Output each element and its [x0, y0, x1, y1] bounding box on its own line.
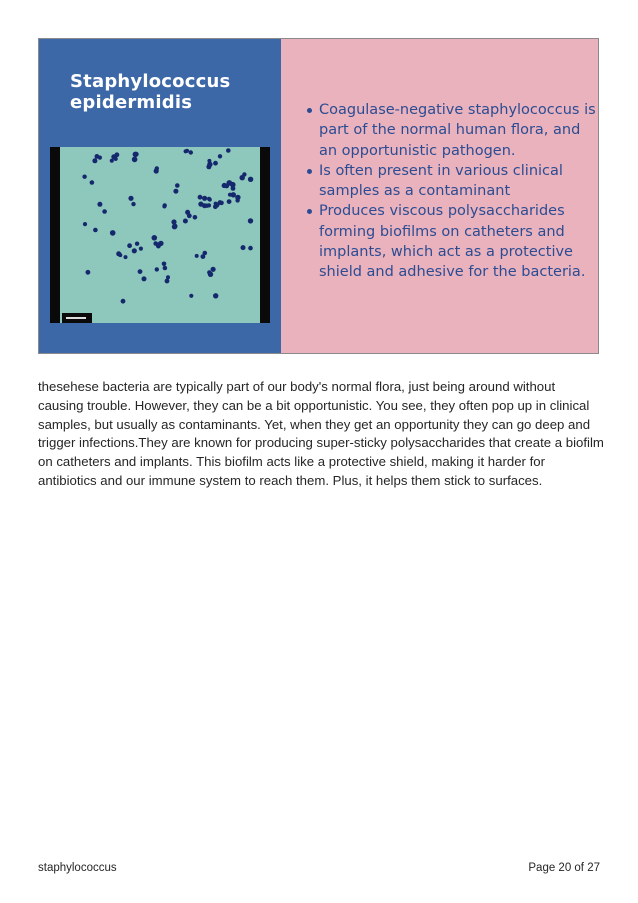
coccus-cell: [121, 299, 126, 304]
scale-bar: [66, 317, 86, 319]
coccus-cell: [183, 219, 188, 224]
slide-panel: [38, 38, 599, 354]
coccus-cell: [211, 267, 216, 272]
coccus-cell: [83, 222, 87, 226]
coccus-cell: [152, 235, 158, 241]
coccus-cell: [248, 177, 253, 182]
coccus-cell: [163, 266, 168, 271]
coccus-cell: [115, 152, 120, 157]
coccus-cell: [135, 242, 139, 246]
footer-doc-title: staphylococcus: [38, 862, 117, 874]
micrograph-svg: [50, 147, 270, 323]
coccus-cell: [116, 251, 121, 256]
slide-title: [70, 71, 230, 113]
coccus-cell: [127, 243, 132, 248]
footer-page-number: Page 20 of 27: [528, 862, 600, 874]
coccus-cell: [82, 175, 86, 179]
coccus-cell: [138, 269, 143, 274]
coccus-cell: [132, 157, 138, 163]
coccus-cell: [189, 294, 193, 298]
coccus-cell: [110, 230, 116, 236]
coccus-cell: [86, 270, 91, 275]
coccus-cell: [227, 199, 232, 204]
coccus-cell: [189, 150, 193, 154]
coccus-cell: [207, 162, 212, 167]
coccus-cell: [213, 293, 218, 298]
coccus-cell: [92, 158, 97, 163]
coccus-cell: [218, 154, 222, 158]
coccus-cell: [95, 154, 100, 159]
body-paragraph: thesehese bacteria are typically part of our body's normal flora, just being around without causing trouble. However, they can be a bit opportunistic. You see, they often pop up in clinical samples, but usually as contaminants. Yet, when they get an opportunity they can go deep and trigger infections.They are known for producing super-sticky polysaccharides that create a biofilm on catheters and implants. This biofilm acts like a protective shield, making it harder for antibiotics and our immune system to reach them. Plus, it helps them stick to surfaces.: [38, 379, 604, 488]
coccus-cell: [248, 246, 253, 251]
bullet-list: [305, 100, 599, 283]
bullet-item: Coagulase-negative staphylococcus is part of the normal human flora, and an opportunistic pathogen.: [319, 100, 599, 161]
coccus-cell: [227, 180, 233, 186]
coccus-cell: [172, 224, 177, 229]
coccus-cell: [207, 270, 211, 274]
slide-left-panel: [39, 39, 281, 353]
coccus-cell: [90, 180, 95, 185]
coccus-cell: [184, 149, 188, 153]
coccus-cell: [195, 254, 199, 258]
coccus-cell: [202, 196, 207, 201]
coccus-cell: [219, 201, 224, 206]
coccus-cell: [124, 255, 128, 259]
coccus-cell: [131, 202, 135, 206]
coccus-cell: [213, 161, 218, 166]
coccus-cell: [198, 195, 203, 200]
micrograph-image: [50, 147, 270, 323]
coccus-cell: [226, 148, 231, 153]
micrograph-field: [60, 147, 260, 323]
coccus-cell: [155, 166, 159, 170]
coccus-cell: [142, 276, 147, 281]
coccus-cell: [162, 262, 167, 267]
bullet-item: Is often present in various clinical samples as a contaminant: [319, 161, 599, 202]
coccus-cell: [241, 245, 246, 250]
coccus-cell: [173, 189, 178, 194]
coccus-cell: [128, 196, 133, 201]
bullet-item: Produces viscous polysaccharides forming biofilms on catheters and implants, which act as a protective shield and adhesive for the bacteria.: [319, 201, 599, 282]
slide-title-line1: Staphylococcus: [70, 71, 231, 92]
coccus-cell: [203, 251, 208, 256]
coccus-cell: [156, 242, 161, 247]
coccus-cell: [139, 247, 143, 251]
coccus-cell: [134, 152, 139, 157]
coccus-cell: [207, 197, 211, 201]
coccus-cell: [193, 215, 198, 220]
coccus-cell: [187, 213, 192, 218]
coccus-cell: [222, 183, 227, 188]
slide-title-line2: epidermidis: [70, 92, 193, 113]
coccus-cell: [235, 198, 239, 202]
coccus-cell: [213, 205, 218, 210]
coccus-cell: [132, 248, 137, 253]
coccus-cell: [175, 183, 180, 188]
coccus-cell: [155, 267, 159, 271]
slide-right-panel: [281, 39, 598, 353]
coccus-cell: [165, 279, 170, 284]
coccus-cell: [166, 275, 170, 279]
coccus-cell: [114, 157, 118, 161]
coccus-cell: [93, 228, 98, 233]
coccus-cell: [97, 202, 102, 207]
coccus-cell: [228, 193, 232, 197]
coccus-cell: [207, 203, 211, 207]
coccus-cell: [171, 219, 176, 224]
coccus-cell: [240, 175, 245, 180]
coccus-cell: [102, 209, 107, 214]
coccus-cell: [110, 159, 114, 163]
coccus-cell: [248, 218, 253, 223]
coccus-cell: [198, 202, 203, 207]
coccus-cell: [163, 203, 167, 207]
